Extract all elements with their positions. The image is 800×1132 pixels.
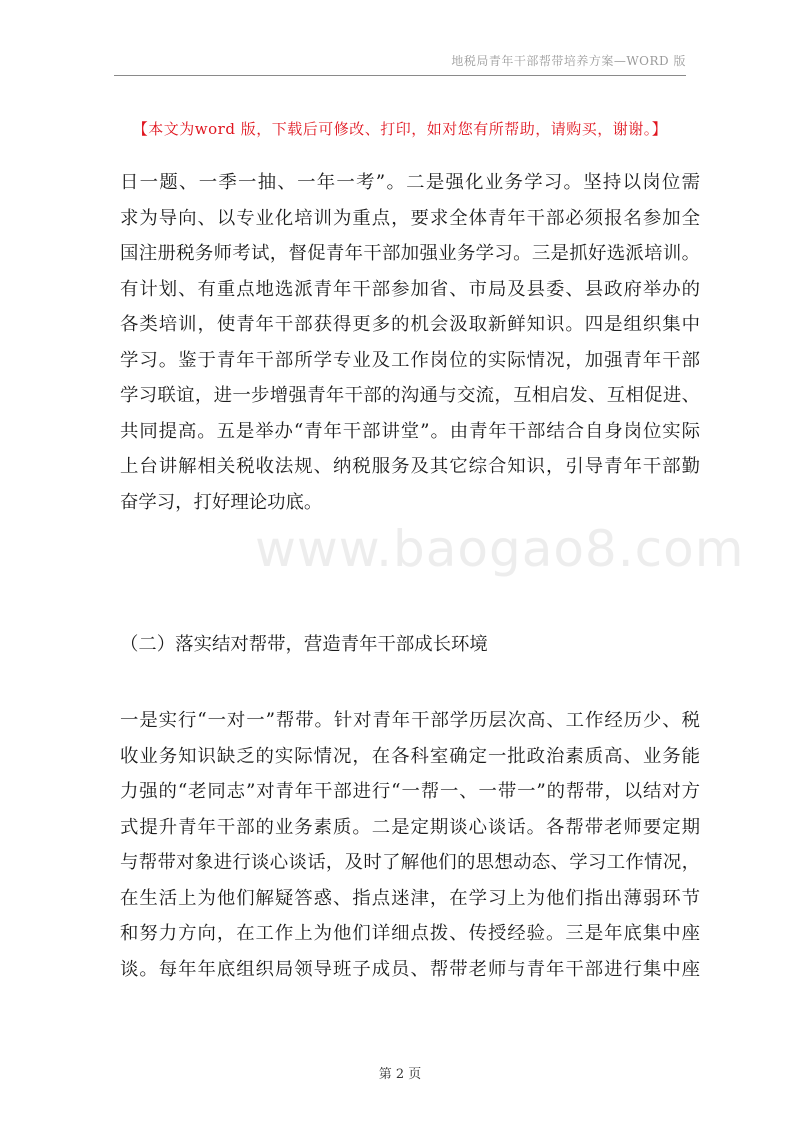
- paragraph-line: 谈。每年年底组织局领导班子成员、帮带老师与青年干部进行集中座: [120, 958, 700, 980]
- page-number: 第 2 页: [378, 1067, 422, 1082]
- paragraph-line: 收业务知识缺乏的实际情况，在各科室确定一批政治素质高、业务能: [120, 745, 700, 767]
- header-divider: [114, 75, 686, 76]
- watermark: www.baogao8.com: [255, 520, 745, 578]
- paragraph-line: 和努力方向，在工作上为他们详细点拨、传授经验。三是年底集中座: [120, 923, 700, 944]
- body-paragraph-2: [120, 703, 700, 987]
- paragraph-line: 共同提高。五是举办“青年干部讲堂”。由青年干部结合自身岗位实际: [120, 420, 700, 442]
- paragraph-line: 上台讲解相关税收法规、纳税服务及其它综合知识，引导青年干部勤: [120, 456, 700, 477]
- paragraph-line: 在生活上为他们解疑答惑、指点迷津，在学习上为他们指出薄弱环节: [120, 887, 700, 909]
- paragraph-line: 学习联谊，进一步增强青年干部的沟通与交流，互相启发、互相促进、: [120, 385, 700, 406]
- paragraph-line: 有计划、有重点地选派青年干部参加省、市局及县委、县政府举办的: [120, 278, 700, 300]
- paragraph-line: 式提升青年干部的业务素质。二是定期谈心谈话。各帮带老师要定期: [120, 816, 700, 838]
- paragraph-line: 与帮带对象进行谈心谈话，及时了解他们的思想动态、学习工作情况，: [120, 852, 700, 873]
- paragraph-line: 各类培训，使青年干部获得更多的机会汲取新鲜知识。四是组织集中: [120, 314, 700, 335]
- paragraph-line: 日一题、一季一抽、一年一考”。二是强化业务学习。坚持以岗位需: [120, 172, 700, 193]
- paragraph-line: 力强的“老同志”对青年干部进行“一帮一、一带一”的帮带，以结对方: [120, 781, 700, 802]
- body-paragraph-1: [120, 165, 700, 520]
- section-heading: （二）落实结对帮带，营造青年干部成长环境: [120, 634, 488, 655]
- paragraph-line: 求为导向、以专业化培训为重点，要求全体青年干部必须报名参加全: [120, 207, 700, 229]
- paragraph-line: 一是实行“一对一”帮带。针对青年干部学历层次高、工作经历少、税: [120, 710, 700, 731]
- paragraph-line: 国注册税务师考试，督促青年干部加强业务学习。三是抓好选派培训。: [120, 243, 700, 264]
- paragraph-line: 学习。鉴于青年干部所学专业及工作岗位的实际情况，加强青年干部: [120, 349, 700, 371]
- download-notice: 【本文为word 版，下载后可修改、打印，如对您有所帮助，请购买，谢谢。】: [132, 120, 668, 138]
- header-title: 地税局青年干部帮带培养方案—WORD 版: [451, 54, 686, 68]
- paragraph-line: 奋学习，打好理论功底。: [120, 491, 323, 513]
